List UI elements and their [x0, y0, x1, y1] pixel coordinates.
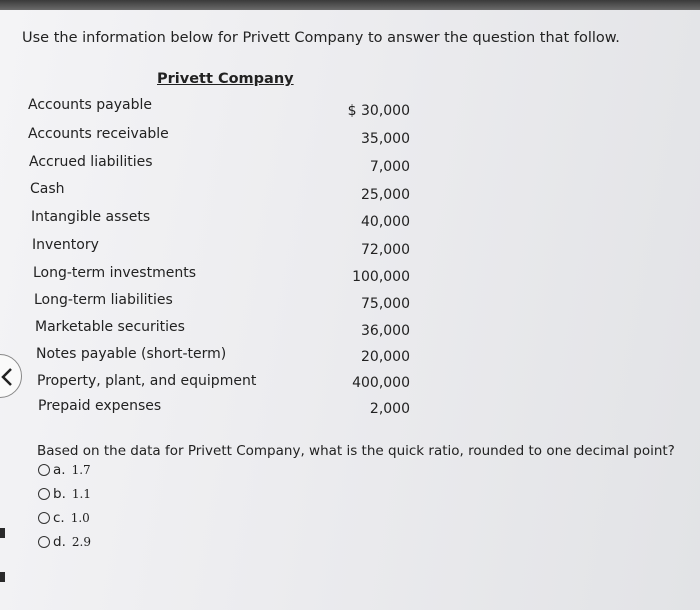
- account-value: 25,000: [361, 187, 410, 203]
- instruction-text: Use the information below for Privett Company to answer the question that follow.: [22, 30, 620, 46]
- account-label: Notes payable (short-term): [36, 346, 227, 362]
- option-letter: b.: [53, 486, 66, 502]
- radio-icon[interactable]: [38, 464, 50, 476]
- account-label: Accounts receivable: [28, 126, 169, 142]
- account-value: 72,000: [361, 242, 410, 258]
- account-label: Property, plant, and equipment: [37, 373, 257, 389]
- question-page: [0, 10, 700, 610]
- edge-marker: [0, 572, 5, 582]
- option-value: 2.9: [71, 535, 91, 549]
- edge-marker: [0, 528, 5, 538]
- radio-icon[interactable]: [38, 488, 50, 500]
- radio-icon[interactable]: [38, 536, 50, 548]
- company-title: Privett Company: [157, 71, 294, 87]
- account-label: Marketable securities: [35, 319, 185, 335]
- account-value: 35,000: [361, 131, 410, 147]
- account-value: 400,000: [352, 375, 410, 391]
- radio-icon[interactable]: [38, 512, 50, 524]
- account-label: Accrued liabilities: [29, 154, 153, 170]
- question-text: Based on the data for Privett Company, what is the quick ratio, rounded to one decimal point?: [37, 443, 675, 459]
- option-value: 1.7: [71, 463, 91, 477]
- option-letter: a.: [53, 462, 66, 478]
- option-c[interactable]: [38, 509, 90, 527]
- account-label: Inventory: [32, 237, 99, 253]
- option-b[interactable]: [38, 485, 91, 503]
- side-nav-button[interactable]: [0, 354, 22, 398]
- account-label: Cash: [30, 181, 65, 197]
- account-label: Accounts payable: [28, 97, 152, 113]
- account-value: 100,000: [352, 269, 410, 285]
- option-a[interactable]: [38, 461, 91, 479]
- option-value: 1.1: [71, 487, 91, 501]
- top-bar: [0, 0, 700, 10]
- account-value: $ 30,000: [347, 103, 410, 119]
- account-label: Prepaid expenses: [38, 398, 162, 414]
- option-letter: d.: [53, 534, 66, 550]
- account-value: 20,000: [361, 349, 410, 365]
- account-label: Intangible assets: [31, 209, 151, 225]
- option-value: 1.0: [70, 511, 90, 525]
- option-d[interactable]: [38, 533, 91, 551]
- account-label: Long-term investments: [33, 265, 196, 281]
- account-value: 7,000: [369, 159, 410, 175]
- account-label: Long-term liabilities: [34, 292, 173, 308]
- account-value: 40,000: [361, 214, 410, 230]
- account-value: 36,000: [361, 323, 410, 339]
- option-letter: c.: [53, 510, 65, 526]
- account-value: 75,000: [361, 296, 410, 312]
- account-value: 2,000: [369, 401, 410, 417]
- chevron-left-icon: [1, 367, 13, 387]
